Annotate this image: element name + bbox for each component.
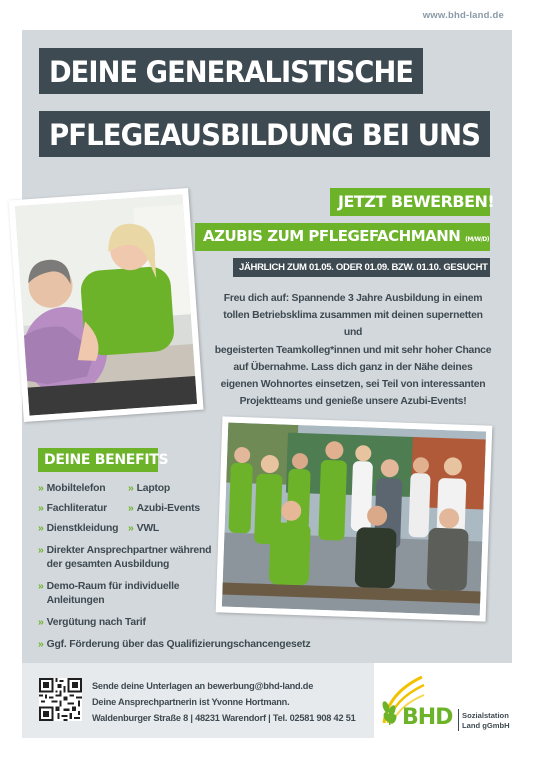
caregiver-with-senior-photo: [8, 188, 203, 422]
logo-name: BHD: [402, 705, 453, 730]
bullet-icon: »: [38, 503, 44, 514]
benefit-azubi-events: » Azubi-Events: [128, 503, 201, 514]
benefit-mobiltelefon: » Mobiltelefon: [38, 483, 106, 494]
logo-subtitle-line-2: Land gGmbH: [462, 721, 510, 730]
headline-line-1: DEINE GENERALISTISCHE: [39, 48, 423, 94]
bullet-icon: »: [38, 545, 44, 556]
benefit-laptop: » Laptop: [128, 483, 171, 494]
bullet-icon: »: [38, 639, 44, 650]
start-dates-banner: JÄHRLICH ZUM 01.05. ODER 01.09. BZW. 01.10. GESUCHT: [233, 258, 490, 277]
benefit-fachliteratur: » Fachliteratur: [38, 503, 107, 514]
bullet-icon: »: [38, 581, 44, 592]
team-group-photo: [216, 416, 493, 621]
contact-person-line: Deine Ansprechpartnerin ist Yvonne Hortmann.: [92, 697, 290, 707]
contact-email-line[interactable]: Sende deine Unterlagen an bewerbung@bhd-land.de: [92, 681, 314, 691]
bullet-icon: »: [38, 617, 44, 628]
intro-paragraph: Freu dich auf: Spannende 3 Jahre Ausbildung in einem tollen Betriebsklima zusammen mit deinen supernetten und begeisterten Teamkolleg*innen und mit sehr hoher Chance auf Übernahme. Lass dich ganz in der Nähe deines eigenen Wohnortes einsetzen, sei Teil von interessanten Projektteams und genieße unsere Azubi-Events!: [214, 293, 492, 408]
benefit-vwl: » VWL: [128, 523, 160, 534]
bullet-icon: »: [128, 483, 134, 494]
qr-code-icon[interactable]: [39, 678, 82, 721]
bullet-icon: »: [128, 523, 134, 534]
logo-divider: [458, 709, 459, 731]
contact-address-line: Waldenburger Straße 8 | 48231 Warendorf | Tel. 02581 908 42 51: [92, 713, 356, 723]
website-url[interactable]: www.bhd-land.de: [422, 10, 504, 21]
benefit-ansprechpartner: » Direkter Ansprechpartner während der gesamten Ausbildung: [38, 545, 212, 570]
bullet-icon: »: [38, 523, 44, 534]
headline-line-2: PFLEGEAUSBILDUNG BEI UNS: [39, 111, 490, 157]
benefit-foerderung: » Ggf. Förderung über das Qualifizierungschancengesetz: [38, 639, 311, 650]
benefit-dienstkleidung: » Dienstkleidung: [38, 523, 119, 534]
bullet-icon: »: [128, 503, 134, 514]
azubis-heading: AZUBIS ZUM PFLEGEFACHMANN (M/W/D): [195, 223, 490, 251]
benefit-verguetung: » Vergütung nach Tarif: [38, 617, 146, 628]
bullet-icon: »: [38, 483, 44, 494]
logo-subtitle-line-1: Sozialstation: [462, 711, 509, 720]
benefits-heading: DEINE BENEFITS: [38, 448, 158, 472]
benefit-demo-raum: » Demo-Raum für individuelle Anleitungen: [38, 581, 180, 606]
apply-now-badge: JETZT BEWERBEN!: [330, 188, 490, 216]
